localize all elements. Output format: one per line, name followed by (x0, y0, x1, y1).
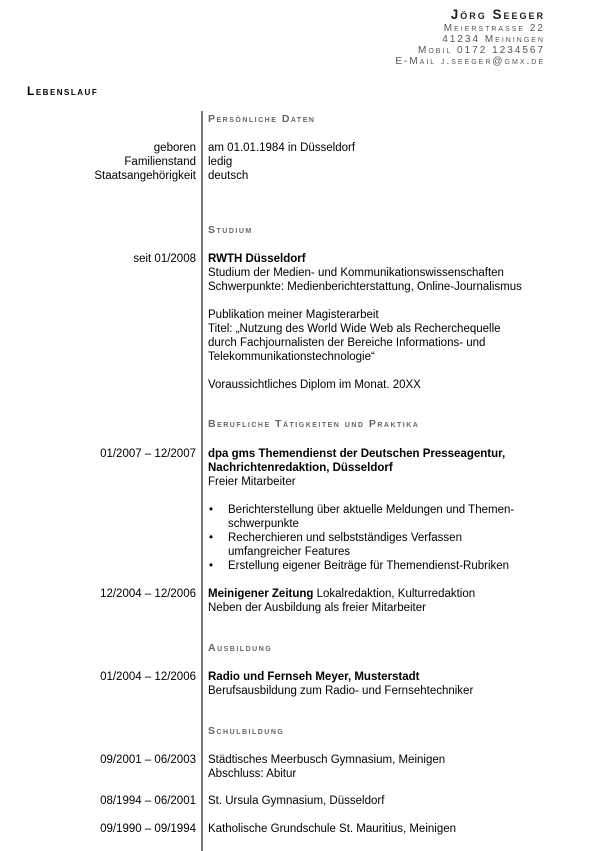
training-date: 01/2004 – 12/2006 (100, 671, 196, 683)
work-entry (208, 447, 588, 573)
work-role: Neben der Ausbildung als freier Mitarbeiter (208, 602, 426, 614)
task-item: • Berichterstellung über aktuelle Meldungen und Themen-schwerpunkte (208, 503, 528, 531)
training-title: Radio und Fernseh Meyer, Musterstadt (208, 671, 420, 683)
publication-line: Telekommunikationstechnologie“ (208, 351, 375, 363)
diploma-line: Voraussichtliches Diplom im Monat. 20XX (208, 379, 421, 391)
section-heading-work: Berufliche Tätigkeiten und Praktika (208, 418, 420, 430)
publication-line: Titel: „Nutzung des World Wide Web als Recherchequelle (208, 323, 501, 335)
document-title: Lebenslauf (27, 84, 99, 98)
task-item: • Erstellung eigener Beiträge für Themendienst-Rubriken (208, 559, 528, 573)
family-status-label: Familienstand (124, 156, 196, 168)
publication-line: durch Fachjournalisten der Bereiche Informations- und (208, 337, 486, 349)
born-label: geboren (153, 142, 196, 154)
study-line: Schwerpunkte: Medienberichterstattung, Online-Journalismus (208, 281, 522, 293)
training-description: Berufsausbildung zum Radio- und Fernsehtechniker (208, 685, 474, 697)
work-title: Nachrichtenredaktion, Düsseldorf (208, 462, 393, 474)
work-title-rest: Lokalredaktion, Kulturredaktion (313, 588, 476, 600)
work-entry (208, 587, 588, 615)
task-list (208, 503, 528, 573)
nationality-value: deutsch (208, 170, 249, 182)
work-date: 12/2004 – 12/2006 (100, 588, 196, 600)
section-heading-study: Studium (208, 224, 253, 236)
street-address: Meierstrasse 22 (443, 23, 545, 34)
school-date: 09/2001 – 06/2003 (100, 754, 196, 766)
work-title: Meinigener Zeitung (208, 588, 314, 600)
applicant-name: Jörg Seeger (450, 7, 545, 22)
work-date: 01/2007 – 12/2007 (100, 448, 196, 460)
study-entry (208, 252, 588, 392)
school-entry (208, 753, 588, 781)
work-title: dpa gms Themendienst der Deutschen Presseagentur, (208, 448, 506, 460)
task-item: • Recherchieren und selbstständiges Verfassen umfangreicher Features (208, 531, 528, 559)
school-date: 09/1990 – 09/1994 (100, 823, 196, 835)
school-degree: Abschluss: Abitur (208, 768, 297, 780)
email-address: E-Mail j.seeger@gmx.de (395, 56, 545, 67)
study-institution: RWTH Düsseldorf (208, 253, 306, 265)
work-role: Freier Mitarbeiter (208, 476, 296, 488)
phone-number: Mobil 0172 1234567 (417, 45, 545, 56)
family-status-value: ledig (208, 156, 233, 168)
school-name: Städtisches Meerbusch Gymnasium, Meinigen (208, 754, 446, 766)
school-name: Katholische Grundschule St. Mauritius, Meinigen (208, 823, 457, 835)
school-name: St. Ursula Gymnasium, Düsseldorf (208, 795, 385, 807)
cv-header (395, 7, 545, 67)
school-date: 08/1994 – 06/2001 (100, 795, 196, 807)
city-address: 41234 Meiningen (442, 34, 545, 45)
section-heading-school: Schulbildung (208, 725, 285, 737)
born-value: am 01.01.1984 in Düsseldorf (208, 142, 356, 154)
study-date: seit 01/2008 (133, 253, 196, 265)
publication-line: Publikation meiner Magisterarbeit (208, 309, 379, 321)
study-line: Studium der Medien- und Kommunikationswissenschaften (208, 267, 504, 279)
section-divider-line (201, 111, 203, 851)
section-heading-personal: Persönliche Daten (208, 113, 316, 125)
nationality-label: Staatsangehörigkeit (94, 170, 196, 182)
training-entry (208, 670, 588, 698)
section-heading-training: Ausbildung (208, 642, 273, 654)
